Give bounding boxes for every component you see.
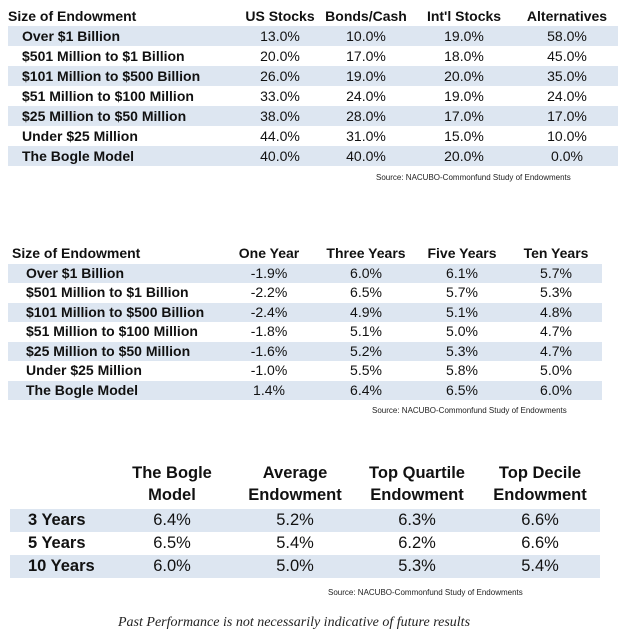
column-header-top-decile	[484, 462, 596, 506]
row-label: 10 Years	[28, 557, 95, 575]
table-row	[8, 106, 618, 126]
table-cell: 5.0%	[276, 557, 314, 575]
header-line: Endowment	[248, 486, 342, 504]
returns-by-endowment-table	[8, 244, 602, 400]
header-line: Top Quartile	[369, 464, 465, 482]
table-cell: 33.0%	[260, 88, 300, 104]
table-row	[8, 322, 602, 342]
table-row	[8, 46, 618, 66]
row-label: The Bogle Model	[26, 381, 138, 398]
column-header-ten-years: Ten Years	[523, 245, 589, 261]
table-cell: 4.7%	[540, 342, 572, 359]
column-header-size: Size of Endowment	[8, 8, 137, 24]
table-cell: -1.0%	[250, 362, 288, 378]
table-cell: 6.0%	[153, 557, 191, 575]
header-line: The Bogle	[132, 464, 212, 482]
table-cell: 6.5%	[350, 284, 382, 300]
row-label: $101 Million to $500 Billion	[22, 68, 201, 84]
table-cell: 10.0%	[547, 128, 587, 144]
column-header-average-endowment	[240, 462, 350, 506]
table-cell: 15.0%	[444, 128, 484, 144]
column-header-one-year: One Year	[238, 245, 300, 261]
table-row	[10, 532, 600, 555]
table-row	[8, 26, 618, 46]
table-row	[8, 381, 602, 401]
column-header-intl-stocks: Int'l Stocks	[426, 8, 502, 24]
table-cell: 5.7%	[540, 264, 572, 281]
header-line: Top Decile	[498, 464, 582, 482]
table-cell: 6.3%	[398, 511, 436, 529]
table-cell: 20.0%	[444, 68, 484, 84]
row-label: Over $1 Billion	[26, 264, 125, 281]
row-label: $101 Million to $500 Billion	[26, 303, 205, 320]
column-header-bogle-model	[118, 462, 226, 506]
row-label: $25 Million to $50 Million	[26, 342, 191, 359]
header-line: Endowment	[493, 486, 587, 504]
table-cell: 5.1%	[446, 303, 478, 320]
table-cell: 5.8%	[446, 362, 478, 378]
row-label: Under $25 Million	[22, 128, 138, 144]
table-cell: -1.6%	[250, 342, 288, 359]
table-cell: 19.0%	[346, 68, 386, 84]
table-row	[8, 126, 618, 146]
table-cell: 17.0%	[346, 48, 386, 64]
table-cell: 6.4%	[350, 381, 382, 398]
table-cell: 5.3%	[398, 557, 436, 575]
table-cell: 31.0%	[346, 128, 386, 144]
disclaimer-caption: Past Performance is not necessarily indicative of future results	[118, 615, 471, 630]
table-header-row	[10, 462, 600, 508]
row-label: Under $25 Million	[26, 362, 142, 378]
row-label: Over $1 Billion	[22, 28, 121, 44]
table-cell: 6.6%	[521, 511, 559, 529]
table-cell: 18.0%	[444, 48, 484, 64]
table-cell: -2.4%	[250, 303, 288, 320]
row-label: 3 Years	[28, 511, 86, 529]
table-cell: 5.0%	[540, 362, 572, 378]
table-cell: 28.0%	[346, 108, 386, 124]
source-note: Source: NACUBO-Commonfund Study of Endowments	[372, 406, 567, 415]
table-cell: 10.0%	[346, 28, 386, 44]
column-header-five-years: Five Years	[427, 245, 497, 261]
table-cell: 6.5%	[446, 381, 478, 398]
table-cell: 6.4%	[153, 511, 191, 529]
table-cell: -1.9%	[250, 264, 288, 281]
table-cell: 17.0%	[547, 108, 587, 124]
row-label: $25 Million to $50 Million	[22, 108, 187, 124]
column-header-bonds-cash: Bonds/Cash	[325, 8, 407, 24]
bogle-comparison-table	[10, 462, 600, 578]
table-cell: 6.1%	[446, 264, 478, 281]
source-note: Source: NACUBO-Commonfund Study of Endowments	[328, 588, 523, 597]
table-cell: 6.5%	[153, 534, 191, 552]
table-cell: 5.0%	[446, 323, 478, 339]
table-row	[8, 361, 602, 381]
column-header-alternatives: Alternatives	[526, 8, 608, 24]
table-cell: 6.6%	[521, 534, 559, 552]
table-cell: 6.0%	[540, 381, 572, 398]
table-cell: 35.0%	[547, 68, 587, 84]
table-row	[8, 342, 602, 362]
table-cell: 5.4%	[521, 557, 559, 575]
row-label: $501 Million to $1 Billion	[26, 284, 189, 300]
table-cell: 5.2%	[276, 511, 314, 529]
table-cell: 5.4%	[276, 534, 314, 552]
table-cell: 17.0%	[444, 108, 484, 124]
table-header-row	[8, 244, 602, 264]
column-header-top-quartile	[362, 462, 472, 506]
table-cell: 20.0%	[444, 148, 484, 164]
table-cell: 5.5%	[350, 362, 382, 378]
row-label: $51 Million to $100 Million	[22, 88, 194, 104]
table-cell: 4.8%	[540, 303, 572, 320]
table-row	[10, 555, 600, 578]
table-row	[8, 303, 602, 323]
table-row	[10, 509, 600, 532]
row-label: $501 Million to $1 Billion	[22, 48, 185, 64]
table-row	[8, 264, 602, 284]
table-cell: 6.2%	[398, 534, 436, 552]
table-row	[8, 146, 618, 166]
table-cell: 58.0%	[547, 28, 587, 44]
table-cell: -1.8%	[250, 323, 288, 339]
column-header-us-stocks: US Stocks	[245, 8, 315, 24]
table-cell: 44.0%	[260, 128, 300, 144]
table-cell: 19.0%	[444, 28, 484, 44]
table-cell: 40.0%	[346, 148, 386, 164]
table-cell: 5.3%	[540, 284, 572, 300]
row-label: The Bogle Model	[22, 148, 134, 164]
table-cell: 24.0%	[346, 88, 386, 104]
source-note: Source: NACUBO-Commonfund Study of Endowments	[376, 173, 571, 182]
table-row	[8, 283, 602, 303]
row-label: 5 Years	[28, 534, 86, 552]
table-cell: 40.0%	[260, 148, 300, 164]
table-cell: 45.0%	[547, 48, 587, 64]
table-cell: 13.0%	[260, 28, 300, 44]
table-cell: -2.2%	[250, 284, 288, 300]
table-cell: 38.0%	[260, 108, 300, 124]
column-header-three-years: Three Years	[326, 245, 406, 261]
table-cell: 5.1%	[350, 323, 382, 339]
table-cell: 5.2%	[350, 342, 382, 359]
table-cell: 4.7%	[540, 323, 572, 339]
column-header-size: Size of Endowment	[12, 245, 141, 261]
header-line: Endowment	[370, 486, 464, 504]
table-row	[8, 86, 618, 106]
header-line: Average	[262, 464, 328, 482]
header-line: Model	[148, 486, 196, 504]
table-cell: 6.0%	[350, 264, 382, 281]
table-cell: 5.7%	[446, 284, 478, 300]
table-cell: 24.0%	[547, 88, 587, 104]
table-cell: 5.3%	[446, 342, 478, 359]
table-cell: 4.9%	[350, 303, 382, 320]
table-cell: 1.4%	[253, 381, 285, 398]
table-row	[8, 66, 618, 86]
row-label: $51 Million to $100 Million	[26, 323, 198, 339]
asset-allocation-table	[8, 6, 618, 166]
table-header-row	[8, 6, 618, 26]
table-cell: 0.0%	[551, 148, 583, 164]
table-cell: 26.0%	[260, 68, 300, 84]
table-cell: 20.0%	[260, 48, 300, 64]
table-cell: 19.0%	[444, 88, 484, 104]
